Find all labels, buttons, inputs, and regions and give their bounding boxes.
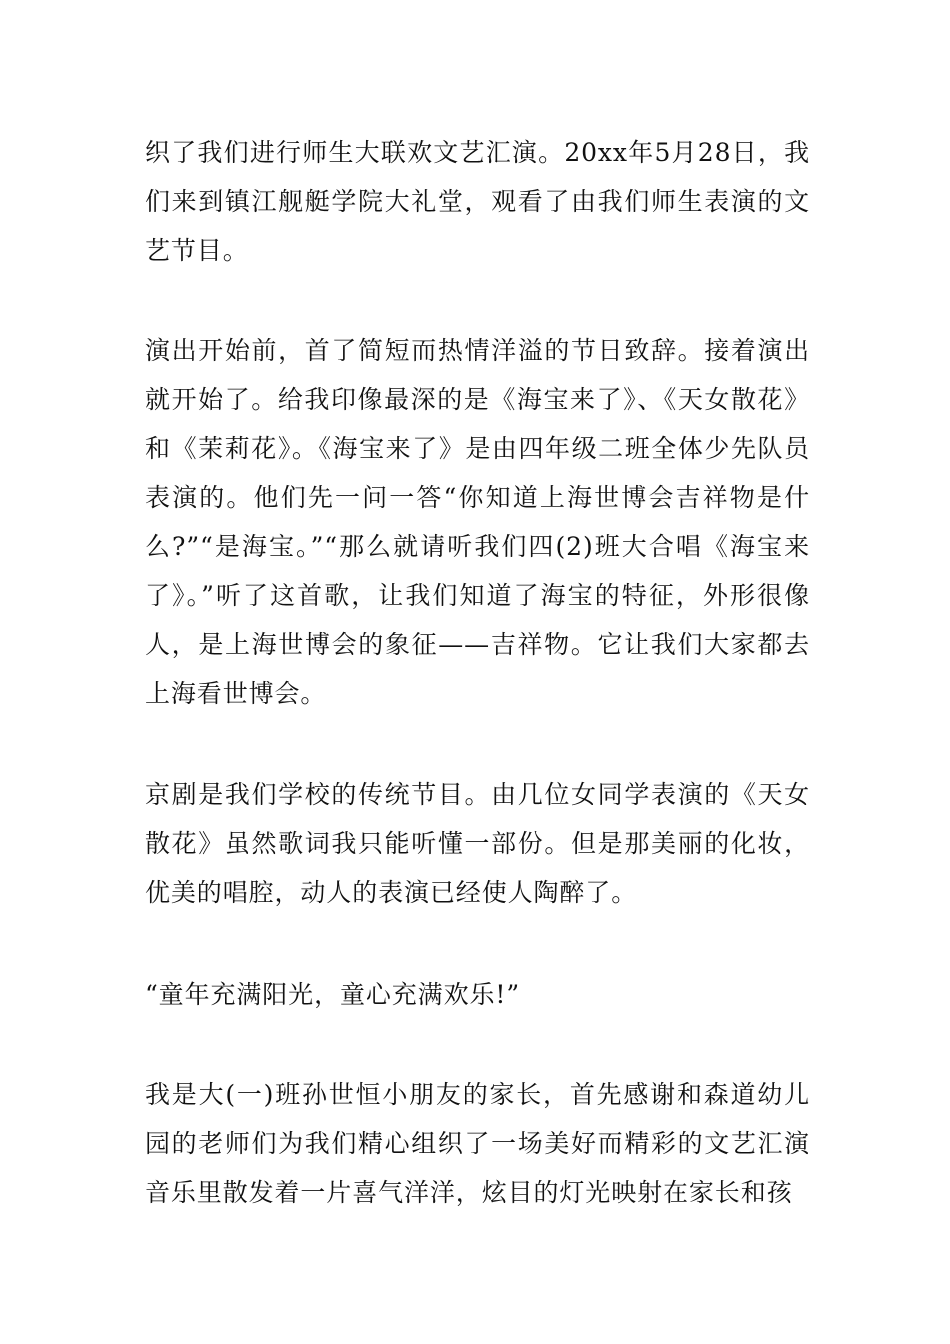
- paragraph-3: 京剧是我们学校的传统节目。由几位女同学表演的《天女散花》虽然歌词我只能听懂一部份。但是那美丽的化妆，优美的唱腔，动人的表演已经使人陶醉了。: [145, 780, 810, 907]
- paragraph-4: “童年充满阳光，童心充满欢乐!”: [145, 980, 521, 1009]
- paragraph-5: 我是大(一)班孙世恒小朋友的家长，首先感谢和森道幼儿园的老师们为我们精心组织了一场美好而精彩的文艺汇演音乐里散发着一片喜气洋洋，炫目的灯光映射在家长和孩: [145, 1080, 810, 1207]
- paragraph-2: 演出开始前，首了简短而热情洋溢的节日致辞。接着演出就开始了。给我印像最深的是《海宝来了》、《天女散花》和《茉莉花》。《海宝来了》是由四年级二班全体少先队员表演的。他们先一问一答“你知道上海世博会吉祥物是什么?”“是海宝。”“那么就请听我们四(2)班大合唱《海宝来了》。”听了这首歌，让我们知道了海宝的特征，外形很像人，是上海世博会的象征——吉祥物。它让我们大家都去上海看世博会。: [145, 336, 810, 708]
- paragraph-1: 织了我们进行师生大联欢文艺汇演。20xx年5月28日，我们来到镇江舰艇学院大礼堂，观看了由我们师生表演的文艺节目。: [145, 138, 810, 265]
